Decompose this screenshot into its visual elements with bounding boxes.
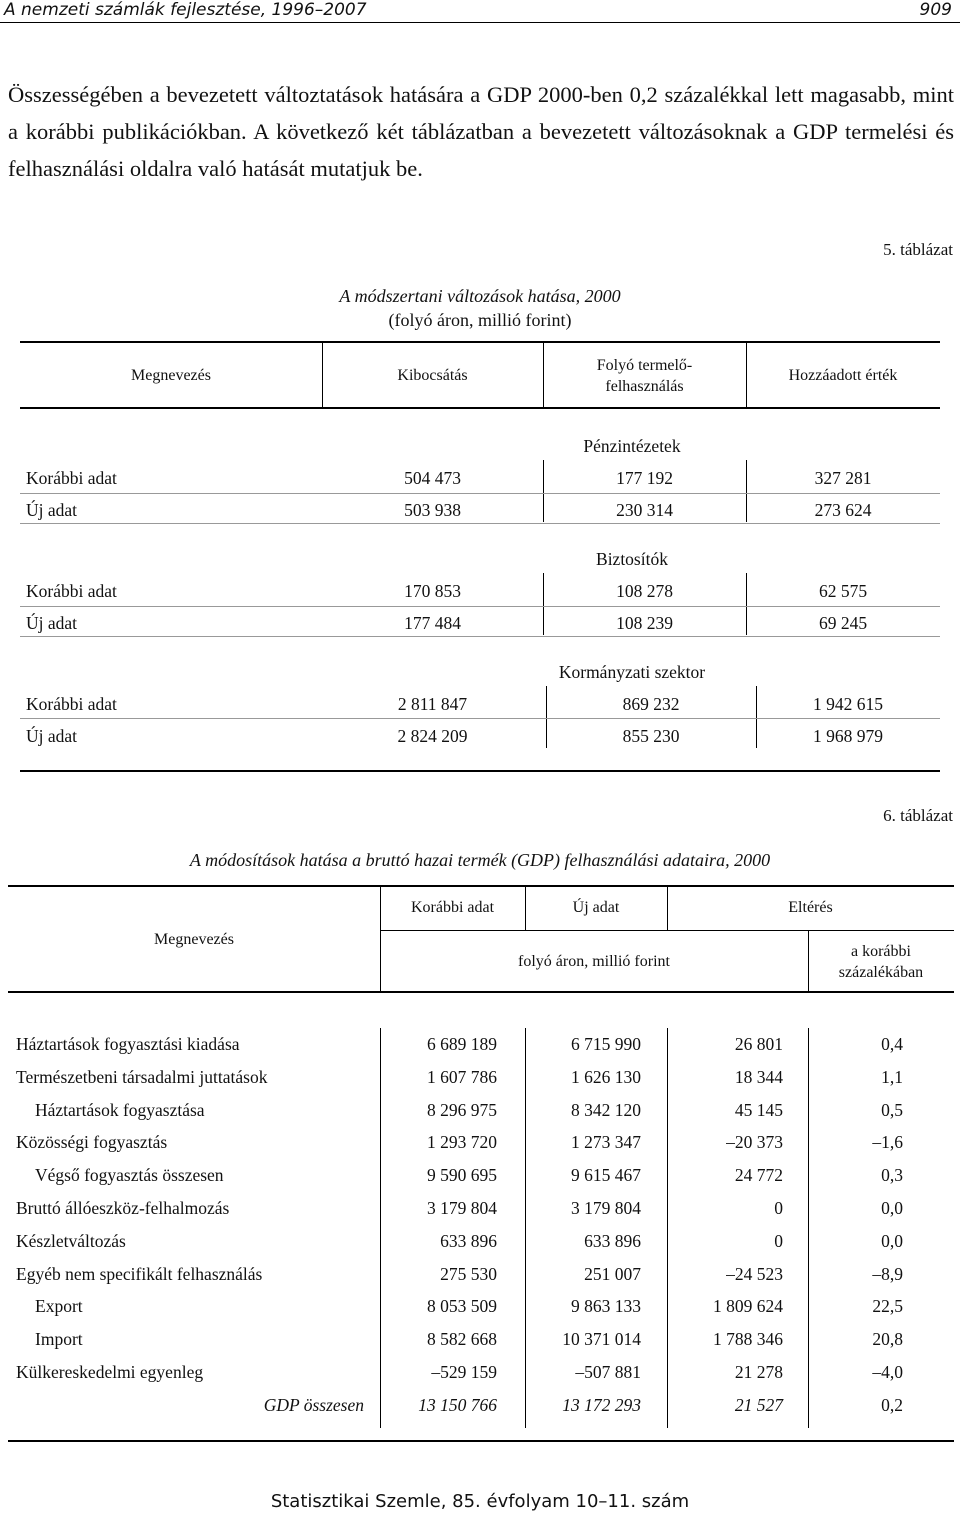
table5-value-added-value: 327 281	[814, 468, 872, 488]
table6-row-label: Háztartások fogyasztása	[35, 1100, 205, 1120]
table5-header-consumption-1: Folyó termelő-	[596, 357, 693, 374]
table5-row-label: Új adat	[26, 613, 78, 633]
table6-top-rule	[8, 885, 954, 887]
table6-diff-value: –24 523	[726, 1264, 783, 1284]
table6-pct-value: 20,8	[872, 1329, 903, 1349]
table6-previous-value: 3 179 804	[427, 1198, 497, 1218]
table5-consumption-value: 108 239	[616, 613, 673, 633]
table6-diff-value: –20 373	[726, 1132, 783, 1152]
table5-subtitle: (folyó áron, millió forint)	[388, 310, 572, 330]
table6-diff-value: 45 145	[734, 1100, 783, 1120]
table6-pct-value: –8,9	[872, 1264, 903, 1284]
table6-header-pct-1: a korábbi	[851, 943, 911, 960]
table5-row-rule	[20, 493, 940, 494]
table5-output-value: 177 484	[404, 613, 461, 633]
table6-previous-value: 6 689 189	[427, 1034, 497, 1054]
running-title: A nemzeti számlák fejlesztése, 1996–2007	[4, 0, 367, 20]
table6-pct-value: 0,2	[881, 1395, 903, 1415]
table5-row-label: Új adat	[26, 500, 78, 520]
table5-number: 5. táblázat	[883, 240, 953, 259]
table5-row-label: Korábbi adat	[26, 468, 117, 488]
table5-row-label: Korábbi adat	[26, 581, 117, 601]
table6-pct-value: 0,5	[881, 1100, 903, 1120]
table6-previous-value: 8 582 668	[427, 1329, 497, 1349]
table6-header-previous: Korábbi adat	[410, 899, 495, 916]
table6-previous-value: 1 293 720	[427, 1132, 497, 1152]
table6-new-value: 251 007	[584, 1264, 641, 1284]
table6-row-label: Végső fogyasztás összesen	[35, 1165, 224, 1185]
intro-paragraph: Összességében a bevezetett változtatások hatására a GDP 2000-ben 0,2 százalékkal lett magasabb, mint a korábbi publikációkban. A következő két táblázatban a bevezetett változásoknak a GDP termelési és felhasználási oldalra való hatását mutatjuk be.	[8, 82, 954, 181]
table6-row-label: Export	[35, 1296, 83, 1316]
table5-header-name: Megnevezés	[131, 367, 211, 384]
table5-bottom-rule	[20, 770, 940, 772]
table5-output-value: 2 824 209	[397, 726, 468, 746]
table5-output-value: 503 938	[404, 500, 461, 520]
running-head	[0, 0, 960, 23]
table5-value-added-value: 62 575	[818, 581, 868, 601]
table6-diff-value: 21 278	[734, 1362, 783, 1382]
table6-new-value: 9 615 467	[571, 1165, 641, 1185]
table6-header-name: Megnevezés	[154, 931, 234, 948]
table5-header-consumption-2: felhasználás	[605, 378, 684, 395]
table5-row-label: Új adat	[26, 726, 78, 746]
table5-output-value: 170 853	[404, 581, 461, 601]
table6-pct-value: 0,0	[881, 1198, 903, 1218]
table6-previous-value: 8 296 975	[427, 1100, 497, 1120]
table5-header-rule	[20, 407, 940, 409]
table6-new-value: 1 626 130	[571, 1067, 641, 1087]
table6-header-difference: Eltérés	[788, 899, 833, 916]
table5-value-added-value: 69 245	[818, 613, 868, 633]
table6-row-label: GDP összesen	[263, 1395, 364, 1415]
table5-consumption-value: 855 230	[622, 726, 680, 746]
table6-bottom-rule	[8, 1440, 954, 1442]
table6-header-new: Új adat	[572, 899, 620, 916]
table6-new-value: 8 342 120	[571, 1100, 641, 1120]
page-footer: Statisztikai Szemle, 85. évfolyam 10–11. szám	[270, 1491, 690, 1512]
table6-row-label: Import	[35, 1329, 83, 1349]
table6-header-rule	[8, 991, 954, 993]
table6-new-value: 9 863 133	[571, 1296, 641, 1316]
table5-row-label: Korábbi adat	[26, 694, 117, 714]
table5-section-title: Kormányzati szektor	[558, 662, 706, 682]
table5-value-added-value: 1 942 615	[813, 694, 883, 714]
table6-new-value: 3 179 804	[571, 1198, 641, 1218]
table5-top-rule	[20, 341, 940, 343]
table6-pct-value: 1,1	[881, 1067, 903, 1087]
table5-value-added-value: 273 624	[814, 500, 872, 520]
table5-row-rule	[20, 718, 940, 719]
table6-previous-value: 633 896	[440, 1231, 497, 1251]
table6-row-label: Közösségi fogyasztás	[16, 1132, 168, 1152]
table6-row-label: Készletváltozás	[16, 1231, 126, 1251]
table5-row-rule	[20, 523, 940, 524]
table5-consumption-value: 108 278	[616, 581, 673, 601]
table6-header-subrule	[380, 930, 954, 931]
page-number: 909	[919, 0, 952, 20]
table6-diff-value: 18 344	[734, 1067, 783, 1087]
table6-new-value: 1 273 347	[571, 1132, 641, 1152]
table5-section-title: Biztosítók	[596, 549, 668, 569]
table6-row-label: Háztartások fogyasztási kiadása	[16, 1034, 240, 1054]
table6-row-label: Bruttó állóeszköz-felhalmozás	[16, 1198, 230, 1218]
table6-diff-value: 21 527	[734, 1395, 783, 1415]
table6-row-label: Egyéb nem specifikált felhasználás	[16, 1264, 263, 1284]
table6-pct-value: 0,3	[881, 1165, 903, 1185]
table5-title: A módszertani változások hatása, 2000	[339, 286, 621, 306]
table6-new-value: –507 881	[575, 1362, 641, 1382]
table5-row-rule	[20, 636, 940, 637]
table6-diff-value: 0	[774, 1198, 783, 1218]
table5-consumption-value: 869 232	[622, 694, 680, 714]
table6-diff-value: 26 801	[734, 1034, 783, 1054]
table6-row-label: Természetbeni társadalmi juttatások	[16, 1067, 268, 1087]
table5-header-output: Kibocsátás	[397, 367, 468, 384]
table5-output-value: 2 811 847	[397, 694, 468, 714]
table5-output-value: 504 473	[404, 468, 461, 488]
table5-value-added-value: 1 968 979	[813, 726, 883, 746]
table6-previous-value: 8 053 509	[427, 1296, 497, 1316]
table6-header-pct-2: százalékában	[838, 964, 924, 981]
table5-section-title: Pénzintézetek	[583, 436, 681, 456]
table6-diff-value: 1 809 624	[713, 1296, 783, 1316]
table6-previous-value: 1 607 786	[427, 1067, 497, 1087]
table6-diff-value: 24 772	[734, 1165, 783, 1185]
table6-new-value: 10 371 014	[562, 1329, 641, 1349]
table6-new-value: 633 896	[584, 1231, 641, 1251]
table6-previous-value: 9 590 695	[427, 1165, 497, 1185]
table6-number: 6. táblázat	[883, 806, 953, 825]
table6-previous-value: –529 159	[431, 1362, 497, 1382]
table5-row-rule	[20, 606, 940, 607]
table6-pct-value: 22,5	[872, 1296, 903, 1316]
table6-header-unit: folyó áron, millió forint	[518, 953, 670, 970]
table6-previous-value: 275 530	[440, 1264, 497, 1284]
table6-new-value: 13 172 293	[562, 1395, 641, 1415]
table6-pct-value: 0,4	[881, 1034, 903, 1054]
table6-pct-value: –1,6	[872, 1132, 903, 1152]
table6-title: A módosítások hatása a bruttó hazai termék (GDP) felhasználási adataira, 2000	[189, 850, 771, 870]
table6-previous-value: 13 150 766	[418, 1395, 497, 1415]
table5-consumption-value: 177 192	[616, 468, 673, 488]
table5-consumption-value: 230 314	[616, 500, 673, 520]
table6-pct-value: 0,0	[881, 1231, 903, 1251]
table6-diff-value: 1 788 346	[713, 1329, 783, 1349]
table6-pct-value: –4,0	[872, 1362, 903, 1382]
table6-row-label: Külkereskedelmi egyenleg	[16, 1362, 204, 1382]
table5-header-value-added: Hozzáadott érték	[788, 367, 898, 384]
table6-diff-value: 0	[774, 1231, 783, 1251]
table6-new-value: 6 715 990	[571, 1034, 641, 1054]
